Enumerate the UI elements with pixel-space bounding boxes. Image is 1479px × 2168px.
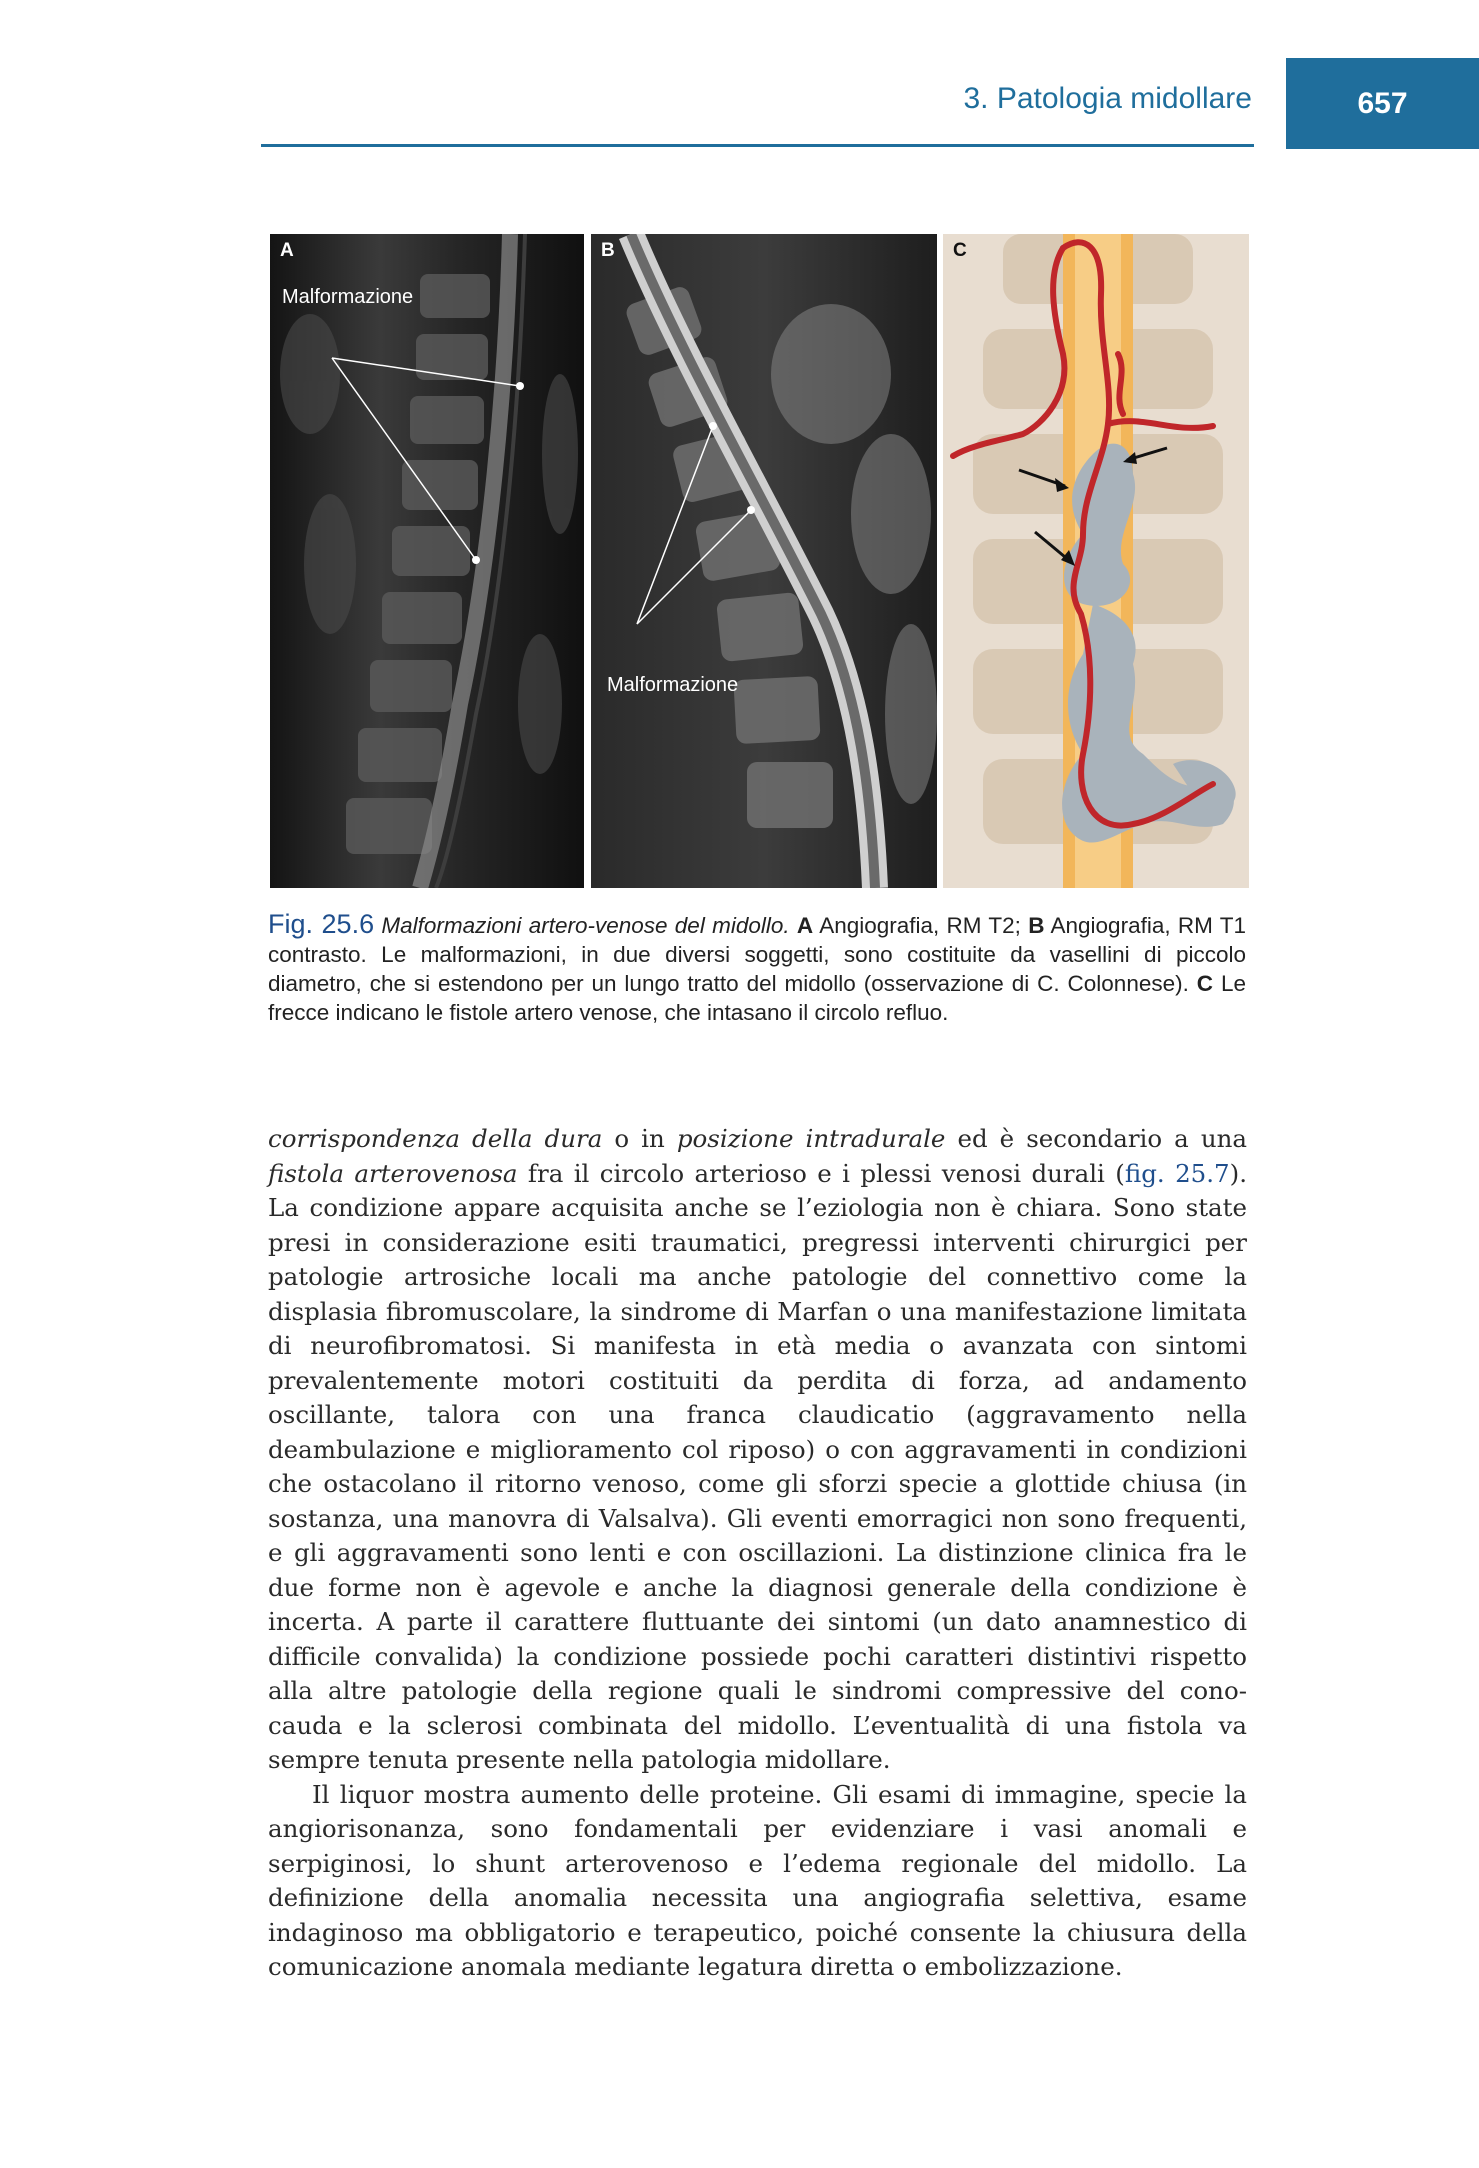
italic-term: corrispondenza della dura <box>268 1124 603 1153</box>
figure-reference-link[interactable]: fig. 25.7 <box>1124 1158 1230 1188</box>
panel-letter-c: C <box>953 240 967 261</box>
panel-letter-b: B <box>601 240 615 261</box>
caption-letter-a: A <box>796 913 814 938</box>
figure-caption <box>268 910 1246 1027</box>
text-run: o in <box>602 1124 677 1153</box>
body-text <box>268 1122 1247 1985</box>
figure-title: Malformazioni artero-venose del midollo. <box>381 913 790 938</box>
mri-image-a <box>270 234 584 888</box>
caption-text-c: Le frecce indicano le fistole artero venose, che intasano il circolo refluo. <box>268 971 1246 1025</box>
figure-panel-c <box>943 234 1249 888</box>
text-run: fra il circolo arterioso e i plessi venosi durali ( <box>517 1158 1125 1188</box>
panel-letter-a: A <box>280 240 294 261</box>
illustration-c <box>943 234 1249 888</box>
malformation-label-a: Malformazione <box>282 286 414 308</box>
text-run: ). La condizione appare acquisita anche se l’eziologia non è chiara. Sono state presi in considerazione esiti traumatici, pregressi interventi chirurgici per patologie artrosiche locali ma anche patologie del connettivo come la displasia fibromuscolare, la sindrome di Marfan o una manifestazione limitata di neurofibromatosi. Si manifesta in età media o avanzata con sintomi prevalentemente motori costituiti da perdita di forza, ad andamento oscillante, talora con una franca claudicatio (aggravamento nella deambulazione e miglioramento col riposo) o con aggravamenti in condizioni che ostacolano il ritorno venoso, come gli sforzi specie a glottide chiusa (in sostanza, una manovra di Valsalva). Gli eventi emorragici non sono frequenti, e gli aggravamenti sono lenti e con oscillazioni. La distinzione clinica fra le due forme non è agevole e anche la diagnosi generale della condizione è incerta. A parte il carattere fluttuante dei sintomi (un dato anamnestico di difficile convalida) la condizione possiede pochi caratteri distintivi rispetto alla altre patologie della regione quali le sindromi compressive del cono-cauda e la sclerosi combinata del midollo. L’eventualità di una fistola va sempre tenuta presente nella patologia midollare. <box>268 1158 1247 1774</box>
italic-term: posizione intradurale <box>676 1124 946 1153</box>
page-number: 657 <box>1357 86 1408 120</box>
figure-panel-b <box>591 234 937 888</box>
paragraph-1 <box>268 1122 1247 1778</box>
caption-text-b: Angiografia, RM T1 contrasto. Le malformazioni, in due diversi soggetti, sono costituite da vasellini di piccolo diametro, che si estendono per un lungo tratto del midollo (osservazione di C. Colonnese). <box>268 913 1246 996</box>
page-number-box <box>1286 58 1479 149</box>
caption-letter-b: B <box>1028 913 1045 938</box>
chapter-title: 3. Patologia midollare <box>963 82 1252 115</box>
header-rule <box>261 144 1254 147</box>
text-run: ed è secondario a una <box>945 1124 1248 1153</box>
italic-term: fistola arterovenosa <box>268 1158 518 1188</box>
caption-text-a: Angiografia, RM T2; <box>819 913 1021 938</box>
mri-image-b <box>591 234 937 888</box>
malformation-label-b: Malformazione <box>607 674 739 696</box>
figure-panel-a <box>270 234 584 888</box>
paragraph-2: Il liquor mostra aumento delle proteine. Gli esami di immagine, specie la angiorisonanza, sono fondamentali per evidenziare i vasi anomali e serpiginosi, lo shunt arterovenoso e l’edema regionale del midollo. La definizione della anomalia necessita una angiografia selettiva, esame indaginoso ma obbligatorio e terapeutico, poiché consente la chiusura della comunicazione anomala mediante legatura diretta o embolizzazione. <box>268 1779 1247 1981</box>
caption-letter-c: C <box>1196 971 1214 996</box>
figure-number: Fig. 25.6 <box>268 909 375 939</box>
